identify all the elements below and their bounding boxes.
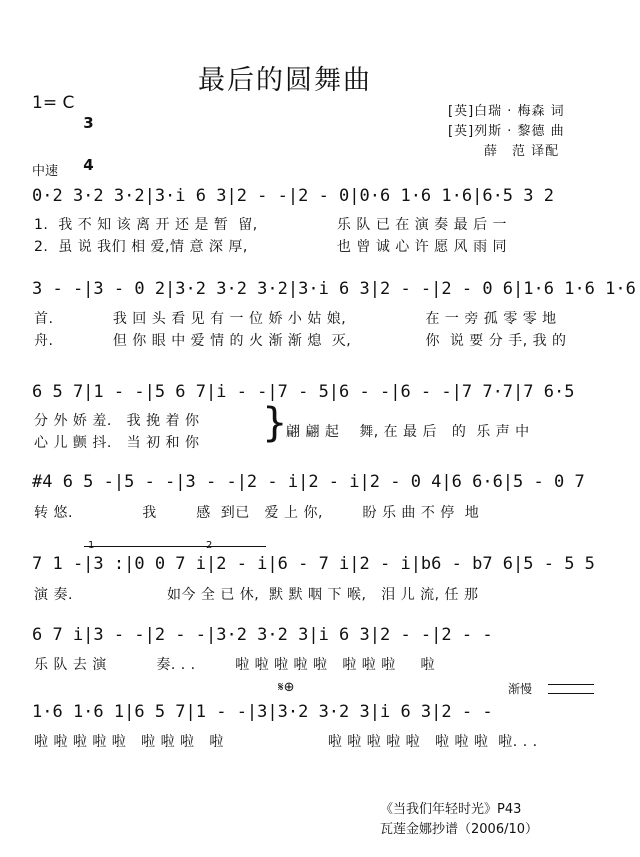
- ritardando-marking: 渐慢: [508, 682, 533, 696]
- volta-1-label: 1: [88, 540, 95, 551]
- notation-line-5: 7 1 -|3 :|0 0 7 i|2 - i|6 - 7 i|2 - i|b6 - b7 6|5 - 5 5: [32, 554, 595, 574]
- time-signature-numerator: 3: [83, 114, 94, 132]
- segno-coda-mark: 𝄋⊕: [278, 680, 295, 695]
- verse-brace: }: [262, 400, 288, 446]
- lyric-line-7: 啦 啦 啦 啦 啦 啦 啦 啦 啦 啦 啦 啦 啦 啦 啦 啦 啦 啦. . .: [34, 734, 538, 750]
- key-signature: 1= C: [32, 93, 75, 113]
- lyric-line-1-verse-2: 2. 虽 说 我们 相 爱,情 意 深 厚, 也 曾 诚 心 许 愿 风 雨 同: [34, 239, 508, 255]
- lyricist-credit: [英]白瑞 · 梅森 词: [448, 104, 565, 119]
- transcriber-note: 瓦莲金娜抄谱（2006/10）: [380, 822, 539, 837]
- time-signature: [78, 88, 99, 200]
- song-title: 最后的圆舞曲: [198, 65, 372, 96]
- decrescendo-hairpin: [548, 684, 594, 694]
- volta-2-label: 2: [206, 540, 213, 551]
- notation-line-3: 6 5 7|1 - -|5 6 7|i - -|7 - 5|6 - -|6 - -|7 7·7|7 6·5: [32, 382, 575, 402]
- translator-credit: 薛 范 译配: [484, 144, 560, 159]
- notation-line-7: 1·6 1·6 1|6 5 7|1 - -|3|3·2 3·2 3|i 6 3|2 - -: [32, 702, 493, 722]
- lyric-line-6: 乐 队 去 演 奏. . . 啦 啦 啦 啦 啦 啦 啦 啦 啦: [34, 657, 436, 673]
- notation-line-2: 3 - -|3 - 0 2|3·2 3·2 3·2|3·i 6 3|2 - -|2 - 0 6|1·6 1·6 1·6: [32, 279, 636, 299]
- volta-bracket: [84, 546, 266, 547]
- lyric-line-2-verse-1: 首. 我 回 头 看 见 有 一 位 娇 小 姑 娘, 在 一 旁 孤 零 零 地: [34, 311, 557, 327]
- composer-credit: [英]列斯 · 黎德 曲: [448, 124, 565, 139]
- lyric-line-2-verse-2: 舟. 但 你 眼 中 爱 情 的 火 渐 渐 熄 灭, 你 说 要 分 手, 我 的: [34, 333, 567, 349]
- source-note: 《当我们年轻时光》P43: [380, 802, 522, 817]
- notation-line-4: #4 6 5 -|5 - -|3 - -|2 - i|2 - i|2 - 0 4|6 6·6|5 - 0 7: [32, 472, 585, 492]
- lyric-line-1-verse-1: 1. 我 不 知 该 离 开 还 是 暂 留, 乐 队 已 在 演 奏 最 后 一: [34, 217, 508, 233]
- tempo-marking: 中速: [32, 164, 59, 179]
- lyric-line-4: 转 悠. 我 感 到已 爱 上 你, 盼 乐 曲 不 停 地: [34, 505, 480, 521]
- notation-line-6: 6 7 i|3 - -|2 - -|3·2 3·2 3|i 6 3|2 - -|2 - -: [32, 625, 493, 645]
- lyric-line-5: 演 奏. 如今 全 已 休, 默 默 咽 下 喉, 泪 儿 流, 任 那: [34, 587, 479, 603]
- lyric-line-3-chorus: 翩 翩 起 舞, 在 最 后 的 乐 声 中: [286, 424, 530, 440]
- lyric-line-3-verse-1: 分 外 娇 羞. 我 挽 着 你: [34, 413, 200, 429]
- time-signature-denominator: 4: [83, 156, 94, 174]
- notation-line-1: 0·2 3·2 3·2|3·i 6 3|2 - -|2 - 0|0·6 1·6 1·6|6·5 3 2: [32, 186, 554, 206]
- lyric-line-3-verse-2: 心 儿 颤 抖. 当 初 和 你: [34, 435, 200, 451]
